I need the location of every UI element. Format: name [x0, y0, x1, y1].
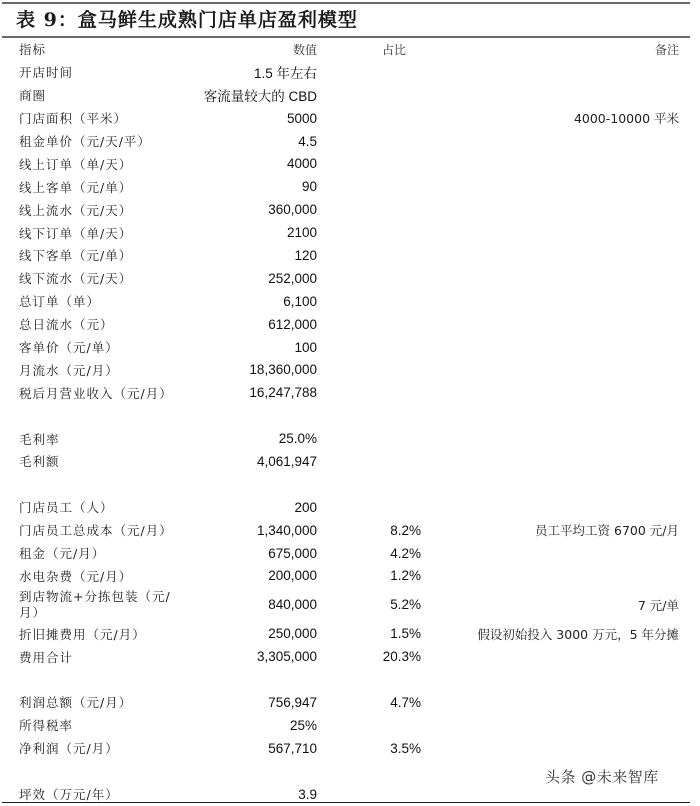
row-label: 总订单（单） [19, 294, 101, 310]
table-row [0, 587, 700, 622]
row-share: 20.3% [382, 649, 421, 665]
row-note [430, 244, 679, 267]
row-share: 8.2% [390, 522, 421, 538]
row-note: 4000-10000 平米 [573, 111, 679, 127]
row-label: 开店时间 [19, 65, 74, 81]
spacer-row [0, 668, 700, 691]
row-value: 3.9 [298, 786, 317, 802]
row-label: 折旧摊费用（元/月） [19, 626, 146, 642]
row-value: 567,710 [268, 740, 317, 756]
row-note [430, 381, 679, 404]
top-rule [2, 2, 690, 4]
table-row [0, 198, 700, 221]
row-value: 25% [289, 717, 317, 733]
table-row [0, 496, 700, 519]
row-value: 840,000 [268, 597, 317, 613]
row-share [340, 313, 421, 336]
row-note [430, 175, 679, 198]
table-row [0, 336, 700, 359]
row-share [340, 61, 421, 84]
row-note [430, 290, 679, 313]
row-label: 线上订单（单/天） [19, 156, 133, 172]
row-value: 4.5 [298, 133, 317, 149]
table-row [0, 84, 700, 107]
table-row [0, 622, 700, 645]
row-value: 2100 [286, 225, 317, 241]
row-label: 租金（元/月） [19, 546, 106, 562]
row-value: 200,000 [268, 568, 317, 584]
row-share [340, 107, 421, 130]
row-label: 税后月营业收入（元/月） [19, 385, 173, 401]
row-share: 4.7% [390, 694, 421, 710]
table-row [0, 381, 700, 404]
table-row [0, 313, 700, 336]
row-share [340, 450, 421, 473]
row-label: 坪效（万元/年） [19, 787, 119, 803]
row-value: 1,340,000 [256, 522, 317, 538]
header-note: 备注 [654, 42, 679, 57]
row-share [340, 198, 421, 221]
row-value: 3,305,000 [256, 649, 317, 665]
row-label: 租金单价（元/天/平） [19, 134, 151, 149]
table-row [0, 267, 700, 290]
table-row [0, 714, 700, 737]
table-row [0, 691, 700, 714]
row-share [340, 130, 421, 153]
profit-model-table [0, 38, 700, 806]
table-row [0, 130, 700, 153]
row-value: 6,100 [283, 293, 317, 309]
row-label: 线上流水（元/天） [19, 202, 133, 218]
row-note [430, 542, 679, 565]
row-label: 商圈 [19, 88, 47, 104]
row-label: 门店面积（平米） [19, 111, 128, 127]
row-note [430, 714, 679, 737]
watermark: 头条 @未来智库 [545, 768, 659, 786]
row-note [430, 691, 679, 714]
row-value: 360,000 [268, 202, 317, 218]
table-title: 表 9：盒马鲜生成熟门店单店盈利模型 [16, 9, 358, 31]
row-share [340, 267, 421, 290]
row-value: 252,000 [268, 270, 317, 286]
table-row [0, 519, 700, 542]
row-label: 线下流水（元/天） [19, 271, 133, 287]
row-label: 线上客单（元/单） [19, 179, 133, 195]
row-share [340, 152, 421, 175]
row-label: 客单价（元/单） [19, 340, 119, 356]
row-share [340, 175, 421, 198]
row-value: 100 [294, 339, 317, 355]
row-share [340, 221, 421, 244]
row-value: 1.5 年左右 [253, 66, 317, 82]
header-value: 数值 [292, 42, 317, 57]
table-row [0, 645, 700, 668]
row-value: 5000 [286, 110, 317, 126]
row-value: 18,360,000 [249, 362, 317, 378]
row-value: 120 [294, 247, 317, 263]
row-share [340, 381, 421, 404]
row-value: 客流量较大的 CBD [203, 89, 317, 105]
table-row [0, 175, 700, 198]
row-note: 假设初始投入 3000 万元，5 年分摊 [477, 626, 679, 642]
row-note: 员工平均工资 6700 元/月 [535, 523, 679, 539]
row-label: 毛利率 [19, 431, 60, 447]
row-value: 756,947 [268, 694, 317, 710]
row-note [430, 496, 679, 519]
row-label: 月流水（元/月） [19, 362, 119, 378]
table-row [0, 152, 700, 175]
row-label: 线下客单（元/单） [19, 248, 133, 264]
row-note [430, 427, 679, 450]
row-value: 200 [294, 499, 317, 515]
row-value: 25.0% [278, 431, 317, 447]
row-note [430, 84, 679, 107]
row-note [430, 564, 679, 587]
row-value: 675,000 [268, 545, 317, 561]
row-share [340, 244, 421, 267]
spacer-row [0, 404, 700, 427]
row-note [430, 358, 679, 381]
row-label: 门店员工总成本（元/月） [19, 523, 173, 539]
row-share [340, 336, 421, 359]
row-share [340, 427, 421, 450]
spacer-row [0, 473, 700, 496]
table-row [0, 450, 700, 473]
row-value: 90 [301, 179, 317, 195]
row-note [430, 61, 679, 84]
row-label: 线下订单（单/天） [19, 225, 133, 241]
table-row [0, 542, 700, 565]
row-value: 612,000 [268, 316, 317, 332]
row-share: 3.5% [390, 740, 421, 756]
table-row [0, 61, 700, 84]
row-share [340, 714, 421, 737]
table-row [0, 737, 700, 760]
table-row [0, 244, 700, 267]
row-label: 到店物流+分拣包装（元/月） [19, 588, 171, 620]
row-note: 7 元/单 [637, 597, 679, 613]
table-row [0, 221, 700, 244]
row-label: 费用合计 [19, 649, 74, 665]
row-note [430, 737, 679, 760]
row-value: 4,061,947 [256, 453, 317, 469]
row-share: 4.2% [390, 545, 421, 561]
row-note [430, 221, 679, 244]
table-row [0, 564, 700, 587]
row-note [430, 267, 679, 290]
row-share: 5.2% [390, 597, 421, 613]
table-header-row [0, 38, 700, 61]
row-share [340, 496, 421, 519]
table-row [0, 427, 700, 450]
row-value: 16,247,788 [249, 385, 317, 401]
row-value: 250,000 [268, 626, 317, 642]
header-share: 占比 [382, 42, 407, 57]
row-label: 利润总额（元/月） [19, 695, 133, 711]
row-note [430, 313, 679, 336]
row-note [430, 152, 679, 175]
row-label: 总日流水（元） [19, 317, 114, 333]
row-note [430, 198, 679, 221]
row-label: 毛利额 [19, 454, 60, 470]
row-value: 4000 [286, 156, 317, 172]
row-label: 净利润（元/月） [19, 741, 119, 757]
row-share [340, 290, 421, 313]
row-note [430, 645, 679, 668]
row-share [340, 84, 421, 107]
table-row [0, 107, 700, 130]
row-share [340, 358, 421, 381]
row-share: 1.2% [390, 568, 421, 584]
row-note [430, 450, 679, 473]
row-note [430, 336, 679, 359]
table-row [0, 358, 700, 381]
header-indicator: 指标 [19, 42, 47, 58]
row-share: 1.5% [390, 626, 421, 642]
row-label: 所得税率 [19, 718, 74, 734]
table-row [0, 290, 700, 313]
row-label: 水电杂费（元/月） [19, 568, 133, 584]
row-note [430, 130, 679, 153]
row-label: 门店员工（人） [19, 500, 114, 516]
